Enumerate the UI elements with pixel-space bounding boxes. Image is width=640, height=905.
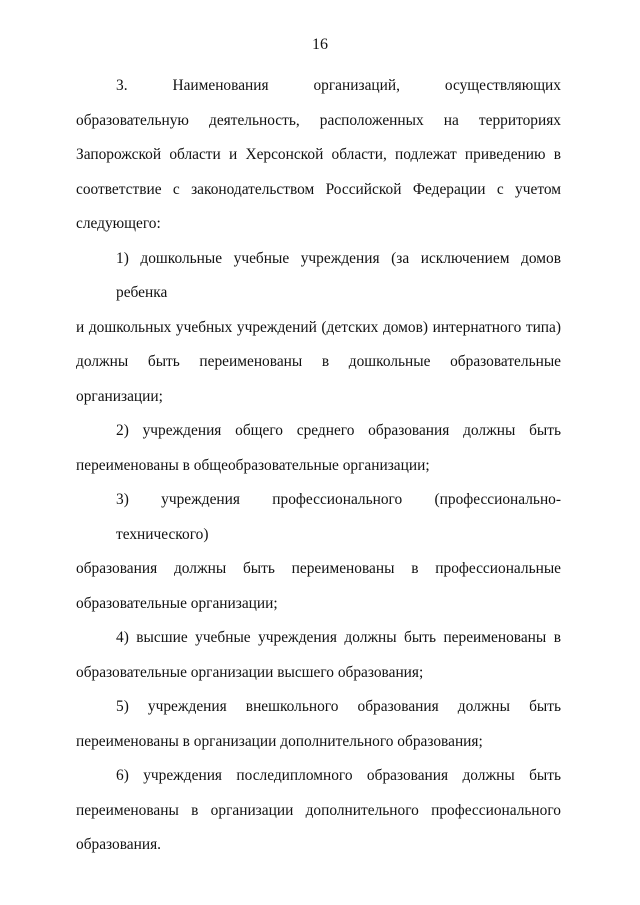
text-line: 3) учреждения профессионального (профессионально-технического) xyxy=(116,491,561,543)
text-line: 4) высшие учебные учреждения должны быть переименованы в xyxy=(116,629,561,646)
list-item-3 xyxy=(76,483,561,621)
text-line: переименованы в организации дополнительного образования; xyxy=(76,732,483,750)
text-line: образования должны быть переименованы в профессиональные xyxy=(76,560,561,577)
text-line: 3. Наименования организаций, осуществляющих xyxy=(116,77,561,94)
text-line: и дошкольных учебных учреждений (детских домов) интернатного типа) xyxy=(76,318,561,336)
text-line: организации; xyxy=(76,387,163,405)
text-line: 1) дошкольные учебные учреждения (за исключением домов ребенка xyxy=(116,249,561,301)
text-line: переименованы в общеобразовательные организации; xyxy=(76,456,430,474)
text-line: образовательные организации; xyxy=(76,594,278,612)
list-item-5 xyxy=(76,690,561,759)
list-item-1 xyxy=(76,242,561,415)
list-item-6 xyxy=(76,759,561,863)
text-line: 2) учреждения общего среднего образования должны быть xyxy=(116,422,561,439)
text-line: соответствие с законодательством Российской Федерации с учетом xyxy=(76,180,561,198)
list-item-4 xyxy=(76,621,561,690)
page-number: 16 xyxy=(312,36,328,53)
text-line: 6) учреждения последипломного образования должны быть xyxy=(116,767,561,784)
text-line: 5) учреждения внешкольного образования должны быть xyxy=(116,698,561,715)
text-line: образовательные организации высшего образования; xyxy=(76,663,424,681)
paragraph-item-3 xyxy=(76,69,561,242)
list-item-2 xyxy=(76,414,561,483)
text-line: образования. xyxy=(76,836,162,853)
text-line: образовательную деятельность, расположенных на территориях xyxy=(76,111,561,129)
text-line: переименованы в организации дополнительного профессионального xyxy=(76,801,561,819)
document-body xyxy=(76,69,561,863)
text-line: Запорожской области и Херсонской области, подлежат приведению в xyxy=(76,146,561,163)
text-line: следующего: xyxy=(76,215,161,232)
text-line: должны быть переименованы в дошкольные образовательные xyxy=(76,353,561,370)
